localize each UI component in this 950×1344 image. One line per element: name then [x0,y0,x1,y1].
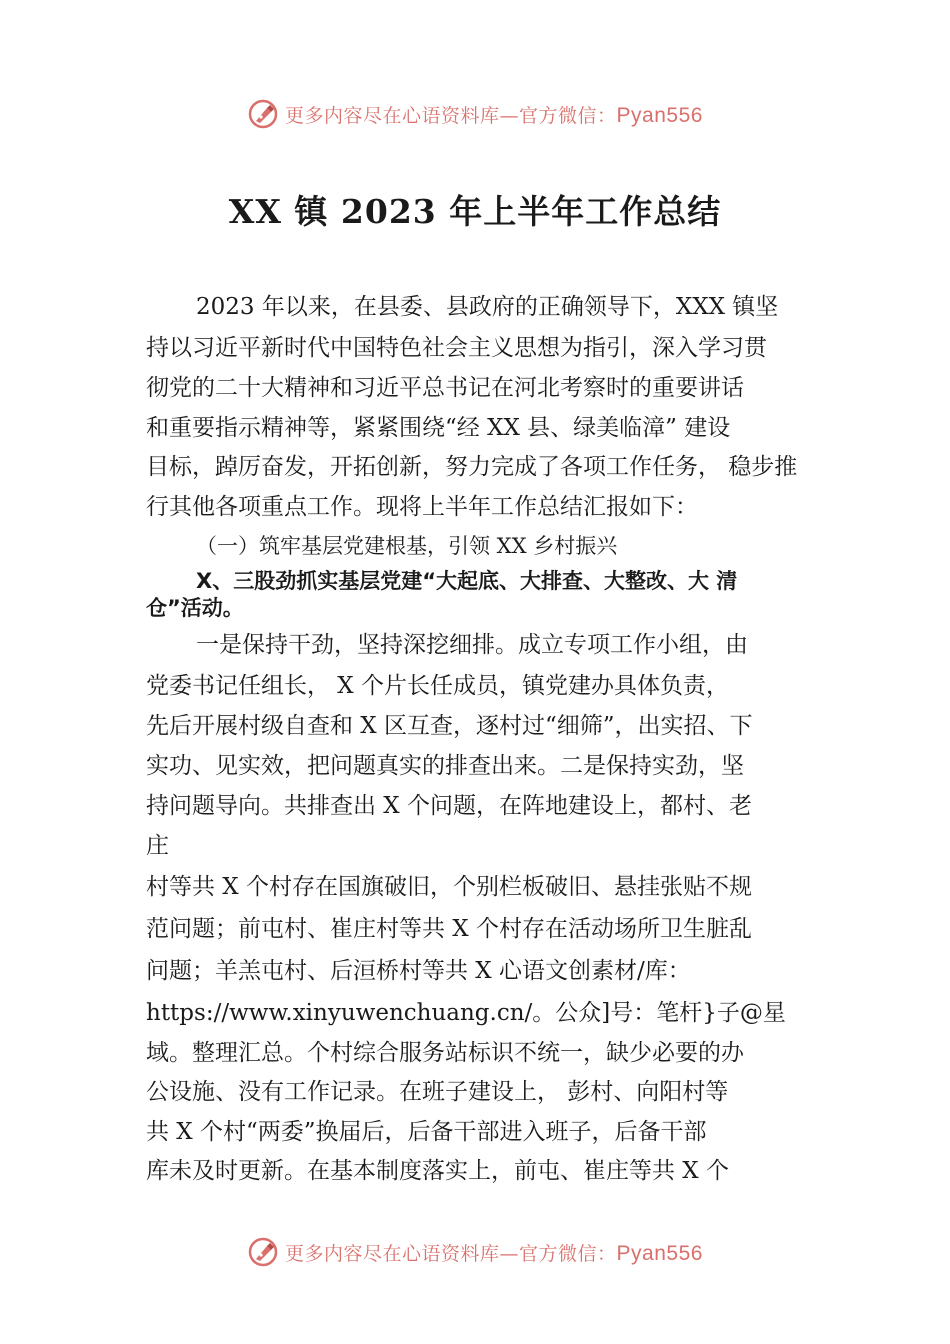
paragraph-line: 2023 年以来，在县委、县政府的正确领导下，XXX 镇坚 [196,294,779,320]
banner-text [285,101,703,128]
paragraph-line: 村等共 X 个村存在国旗破旧，个别栏板破旧、悬挂张贴不规 [146,874,752,900]
paragraph-line: 范问题；前屯村、崔庄村等共 X 个村存在活动场所卫生脏乱 [146,916,752,942]
paragraph-line: 持问题导向。共排查出 X 个问题，在阵地建设上，都村、老 [146,793,752,819]
subsection-heading: X、三股劲抓实基层党建“大起底、大排查、大整改、大 清 [196,569,738,593]
banner-wechat-id: Pyan556 [616,103,703,127]
banner-text [285,1239,703,1266]
paragraph-line: 域。整理汇总。个村综合服务站标识不统一，缺少必要的办 [146,1040,744,1066]
paragraph-line: 庄 [146,833,169,859]
paragraph-line: 实功、见实效，把问题真实的排查出来。二是保持实劲，坚 [146,753,744,779]
paragraph-line: 和重要指示精神等，紧紧围绕“经 XX 县、绿美临漳” 建设 [146,415,731,441]
paragraph-line: 公设施、没有工作记录。在班子建设上， 彭村、向阳村等 [146,1079,729,1105]
header-banner [0,94,950,134]
banner-main-text: 更多内容尽在心语资料库—官方微信： [285,1242,617,1265]
subsection-heading: 仓”活动。 [146,596,244,620]
banner-wechat-id: Pyan556 [616,1241,703,1265]
paragraph-line: https://www.xinyuwenchuang.cn/。公众]号：笔杆}子@星 [146,1000,786,1026]
paragraph-line: 目标，踔厉奋发，开拓创新，努力完成了各项工作任务， 稳步推 [146,454,798,480]
footer-banner [0,1232,950,1272]
banner-main-text: 更多内容尽在心语资料库—官方微信： [285,104,617,127]
paragraph-line: 彻党的二十大精神和习近平总书记在河北考察时的重要讲话 [146,375,744,401]
document-title: XX 镇 2023 年上半年工作总结 [228,192,722,231]
section-heading: （一）筑牢基层党建根基，引领 XX 乡村振兴 [196,534,618,558]
paragraph-line: 先后开展村级自查和 X 区互查，逐村过“细筛”，出实招、下 [146,713,753,739]
paragraph-line: 党委书记任组长， X 个片长任成员，镇党建办具体负责， [146,673,729,699]
paragraph-line: 行其他各项重点工作。现将上半年工作总结汇报如下： [146,494,698,520]
pen-nib-logo-icon [247,98,279,130]
paragraph-line: 持以习近平新时代中国特色社会主义思想为指引，深入学习贯 [146,335,767,361]
pen-nib-logo-icon [247,1236,279,1268]
paragraph-line: 问题；羊羔屯村、后洹桥村等共 X 心语文创素材/库： [146,958,691,984]
paragraph-line: 库未及时更新。在基本制度落实上，前屯、崔庄等共 X 个 [146,1158,729,1184]
paragraph-line: 共 X 个村“两委”换届后，后备干部进入班子，后备干部 [146,1119,707,1145]
paragraph-line: 一是保持干劲，坚持深挖细排。成立专项工作小组，由 [196,632,748,658]
